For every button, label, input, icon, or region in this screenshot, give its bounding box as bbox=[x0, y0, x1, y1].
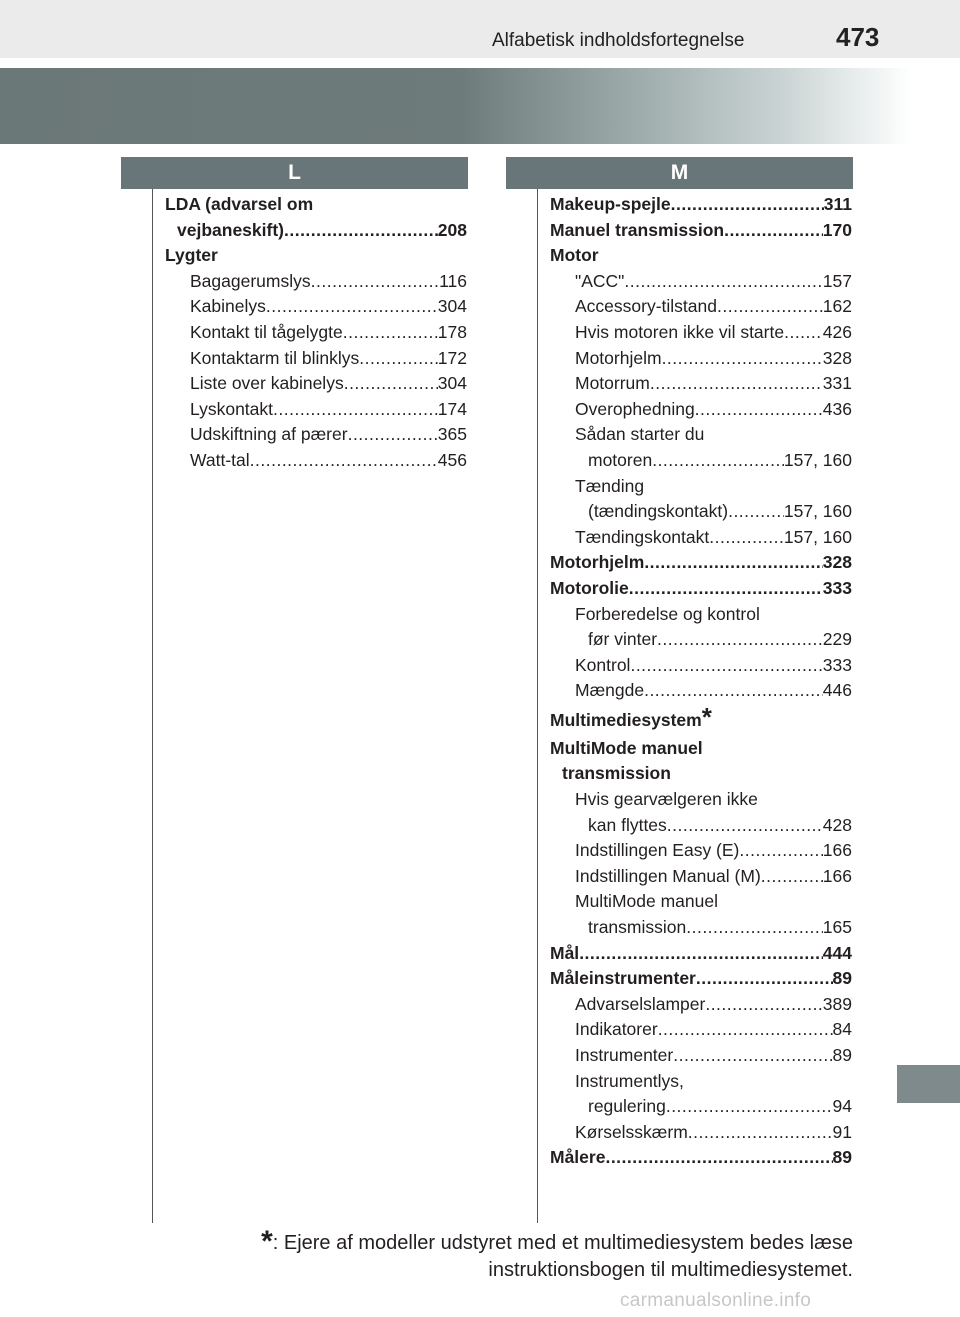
entry-text: Motorhjelm bbox=[575, 347, 662, 368]
entry-page: 166 bbox=[822, 865, 852, 886]
entry-text: "ACC" bbox=[575, 270, 625, 291]
entry-page: 389 bbox=[822, 993, 852, 1014]
entry-page: 331 bbox=[822, 373, 852, 394]
index-entry bbox=[165, 371, 467, 397]
entry-page: 304 bbox=[437, 373, 467, 394]
entry-text: før vinter bbox=[588, 629, 658, 650]
leader-dots bbox=[359, 346, 438, 372]
leader-dots bbox=[671, 192, 824, 218]
leader-dots bbox=[624, 269, 822, 295]
entry-page: 333 bbox=[822, 577, 852, 598]
leader-dots bbox=[644, 550, 822, 576]
leader-dots bbox=[348, 422, 438, 448]
index-entry bbox=[165, 346, 467, 372]
header-strip bbox=[0, 0, 960, 58]
index-entry bbox=[550, 787, 852, 813]
index-entry bbox=[550, 761, 852, 787]
index-entry bbox=[165, 448, 467, 474]
index-entry bbox=[550, 192, 852, 218]
entry-text: transmission bbox=[588, 917, 687, 938]
leader-dots bbox=[652, 448, 784, 474]
leader-dots bbox=[343, 320, 438, 346]
entry-text: Hvis gearvælgeren ikke bbox=[575, 789, 758, 810]
entry-page: 157, 160 bbox=[783, 501, 852, 522]
index-entry bbox=[550, 525, 852, 551]
leader-dots bbox=[273, 397, 438, 423]
index-entry bbox=[550, 701, 852, 736]
leader-dots bbox=[311, 269, 439, 295]
leader-dots bbox=[739, 838, 822, 864]
index-entry bbox=[165, 218, 467, 244]
index-entry bbox=[550, 397, 852, 423]
entry-text: Motorrum bbox=[575, 373, 650, 394]
entry-page: 436 bbox=[822, 398, 852, 419]
entry-text: Tændingskontakt bbox=[575, 526, 710, 547]
header-banner bbox=[0, 68, 960, 144]
entry-page: 174 bbox=[437, 398, 467, 419]
index-entry bbox=[550, 678, 852, 704]
leader-dots bbox=[709, 525, 784, 551]
index-entry bbox=[165, 192, 467, 218]
entry-page: 328 bbox=[822, 552, 852, 573]
entry-text: Bagagerumslys bbox=[190, 270, 311, 291]
entry-text: Kabinelys bbox=[190, 296, 266, 317]
index-entry bbox=[550, 320, 852, 346]
entry-text: LDA (advarsel om bbox=[165, 194, 314, 214]
entry-page: 428 bbox=[822, 814, 852, 835]
entry-page: 333 bbox=[822, 654, 852, 675]
index-entry bbox=[550, 422, 852, 448]
leader-dots bbox=[284, 218, 438, 244]
entry-text: Forberedelse og kontrol bbox=[575, 603, 760, 624]
leader-dots bbox=[673, 1043, 832, 1069]
entry-text: Måleinstrumenter bbox=[550, 968, 696, 989]
entry-page: 208 bbox=[437, 219, 467, 240]
index-entry bbox=[550, 448, 852, 474]
entry-text: Indstillingen Manual (M) bbox=[575, 865, 761, 886]
index-entry bbox=[165, 243, 467, 269]
leader-dots bbox=[686, 915, 823, 941]
index-entry bbox=[550, 889, 852, 915]
entry-text: Indstillingen Easy (E) bbox=[575, 840, 740, 861]
entry-page: 116 bbox=[439, 270, 467, 291]
entry-page: 165 bbox=[822, 917, 852, 938]
entry-page: 170 bbox=[822, 219, 852, 240]
leader-dots bbox=[630, 653, 822, 679]
leader-dots bbox=[688, 1120, 833, 1146]
index-entry bbox=[550, 941, 852, 967]
left-column-rule bbox=[152, 189, 153, 1223]
entry-page: 172 bbox=[437, 347, 467, 368]
entry-text: kan flyttes bbox=[588, 814, 667, 835]
watermark: carmanualsonline.info bbox=[620, 1290, 812, 1311]
entry-page: 84 bbox=[832, 1019, 852, 1040]
entry-text: Liste over kabinelys bbox=[190, 373, 344, 394]
entry-page: 426 bbox=[822, 321, 852, 342]
entry-text: Multimediesystem bbox=[550, 709, 702, 730]
index-entry bbox=[165, 269, 467, 295]
entry-page: 157, 160 bbox=[783, 449, 852, 470]
index-entry bbox=[550, 294, 852, 320]
entry-text: Advarselslamper bbox=[575, 993, 706, 1014]
leader-dots bbox=[657, 627, 823, 653]
entry-page: 446 bbox=[822, 680, 852, 701]
entry-text: Kontaktarm til blinklys bbox=[190, 347, 360, 368]
footnote-line-2: instruktionsbogen til multimediesystemet. bbox=[488, 1259, 853, 1281]
entry-text: transmission bbox=[562, 763, 671, 784]
entry-text: Watt-tal bbox=[190, 449, 250, 470]
index-column-m bbox=[550, 192, 852, 1171]
index-entry bbox=[550, 653, 852, 679]
index-entry bbox=[165, 320, 467, 346]
entry-text: Udskiftning af pærer bbox=[190, 424, 348, 445]
index-entry bbox=[550, 602, 852, 628]
index-entry bbox=[550, 1043, 852, 1069]
index-entry bbox=[550, 915, 852, 941]
entry-text: regulering bbox=[588, 1096, 666, 1117]
entry-text: Motor bbox=[550, 245, 599, 266]
entry-text: (tændingskontakt) bbox=[588, 501, 729, 522]
entry-page: 91 bbox=[832, 1121, 852, 1142]
entry-text: Kontrol bbox=[575, 654, 631, 675]
entry-text: Sådan starter du bbox=[575, 424, 705, 445]
index-entry bbox=[165, 397, 467, 423]
leader-dots bbox=[579, 941, 823, 967]
entry-text: Hvis motoren ikke vil starte bbox=[575, 321, 785, 342]
index-entry bbox=[550, 736, 852, 762]
entry-text: Mængde bbox=[575, 680, 645, 701]
index-entry bbox=[550, 627, 852, 653]
index-entry bbox=[550, 346, 852, 372]
entry-text: Kontakt til tågelygte bbox=[190, 321, 343, 342]
entry-page: 229 bbox=[822, 629, 852, 650]
entry-page: 166 bbox=[822, 840, 852, 861]
header-title: Alfabetisk indholdsfortegnelse bbox=[492, 30, 745, 51]
index-entry bbox=[550, 1069, 852, 1095]
footnote-asterisk: * bbox=[261, 1225, 273, 1258]
entry-text: MultiMode manuel bbox=[550, 737, 703, 758]
leader-dots bbox=[662, 346, 823, 372]
index-entry bbox=[550, 243, 852, 269]
index-entry bbox=[550, 550, 852, 576]
index-column-l bbox=[165, 192, 467, 474]
leader-dots bbox=[696, 966, 833, 992]
leader-dots bbox=[629, 576, 823, 602]
index-entry bbox=[550, 499, 852, 525]
leader-dots bbox=[644, 678, 823, 704]
entry-page: 456 bbox=[437, 449, 467, 470]
leader-dots bbox=[705, 992, 822, 1018]
entry-page: 157 bbox=[822, 270, 852, 291]
entry-text: Manuel transmission bbox=[550, 219, 725, 240]
entry-page: 89 bbox=[832, 968, 852, 989]
index-entry bbox=[550, 1145, 852, 1171]
index-entry bbox=[550, 1017, 852, 1043]
entry-page: 89 bbox=[832, 1147, 852, 1168]
leader-dots bbox=[605, 1145, 832, 1171]
entry-text: Målere bbox=[550, 1147, 606, 1168]
entry-text: Accessory-tilstand bbox=[575, 296, 717, 317]
index-entry bbox=[550, 992, 852, 1018]
index-entry bbox=[550, 864, 852, 890]
entry-text: Lygter bbox=[165, 245, 218, 266]
entry-text: Instrumenter bbox=[575, 1045, 674, 1065]
leader-dots bbox=[695, 397, 823, 423]
leader-dots bbox=[250, 448, 438, 474]
index-entry bbox=[550, 1120, 852, 1146]
entry-page: 328 bbox=[822, 347, 852, 368]
entry-text: Indikatorer bbox=[575, 1019, 658, 1040]
entry-page: 157, 160 bbox=[783, 526, 852, 547]
section-letter-l: L bbox=[121, 157, 468, 189]
entry-text: Tænding bbox=[575, 475, 645, 496]
entry-page: 365 bbox=[437, 424, 467, 445]
leader-dots bbox=[724, 218, 823, 244]
leader-dots bbox=[666, 1094, 833, 1120]
index-entry bbox=[550, 838, 852, 864]
entry-page: 162 bbox=[822, 296, 852, 317]
section-letter-m: M bbox=[506, 157, 853, 189]
footnote-asterisk-marker: * bbox=[701, 701, 712, 732]
entry-text: MultiMode manuel bbox=[575, 891, 718, 912]
index-entry bbox=[550, 474, 852, 500]
leader-dots bbox=[658, 1017, 833, 1043]
entry-text: Lyskontakt bbox=[190, 398, 274, 419]
footnote-line-1: : Ejere af modeller udstyret med et multimediesystem bedes læse bbox=[272, 1232, 853, 1254]
index-entry bbox=[165, 294, 467, 320]
entry-text: Motorhjelm bbox=[550, 552, 645, 573]
entry-text: Instrumentlys, bbox=[575, 1070, 684, 1091]
entry-text: Kørselsskærm bbox=[575, 1121, 688, 1142]
entry-page: 178 bbox=[437, 321, 467, 342]
page-number: 473 bbox=[836, 22, 880, 52]
leader-dots bbox=[667, 813, 823, 839]
leader-dots bbox=[784, 320, 823, 346]
entry-text: Makeup-spejle bbox=[550, 194, 671, 214]
index-entry bbox=[165, 422, 467, 448]
entry-text: Overophedning bbox=[575, 398, 695, 419]
index-entry bbox=[550, 269, 852, 295]
index-entry bbox=[550, 371, 852, 397]
entry-text: vejbaneskift) bbox=[177, 219, 284, 240]
index-entry bbox=[550, 1094, 852, 1120]
index-entry bbox=[550, 813, 852, 839]
entry-page: 304 bbox=[437, 296, 467, 317]
entry-page: 311 bbox=[823, 194, 852, 214]
leader-dots bbox=[717, 294, 823, 320]
entry-page: 444 bbox=[822, 942, 852, 963]
leader-dots bbox=[761, 864, 823, 890]
leader-dots bbox=[344, 371, 438, 397]
leader-dots bbox=[266, 294, 438, 320]
chapter-tab bbox=[897, 1065, 960, 1103]
footnote bbox=[120, 1225, 853, 1284]
entry-text: motoren bbox=[588, 449, 653, 470]
right-column-rule bbox=[537, 189, 538, 1223]
index-entry bbox=[550, 576, 852, 602]
index-entry bbox=[550, 218, 852, 244]
index-entry bbox=[550, 966, 852, 992]
entry-text: Mål bbox=[550, 942, 580, 963]
leader-dots bbox=[650, 371, 823, 397]
leader-dots bbox=[728, 499, 784, 525]
entry-page: 89 bbox=[832, 1045, 852, 1065]
entry-page: 94 bbox=[832, 1096, 852, 1117]
entry-text: Motorolie bbox=[550, 577, 629, 598]
